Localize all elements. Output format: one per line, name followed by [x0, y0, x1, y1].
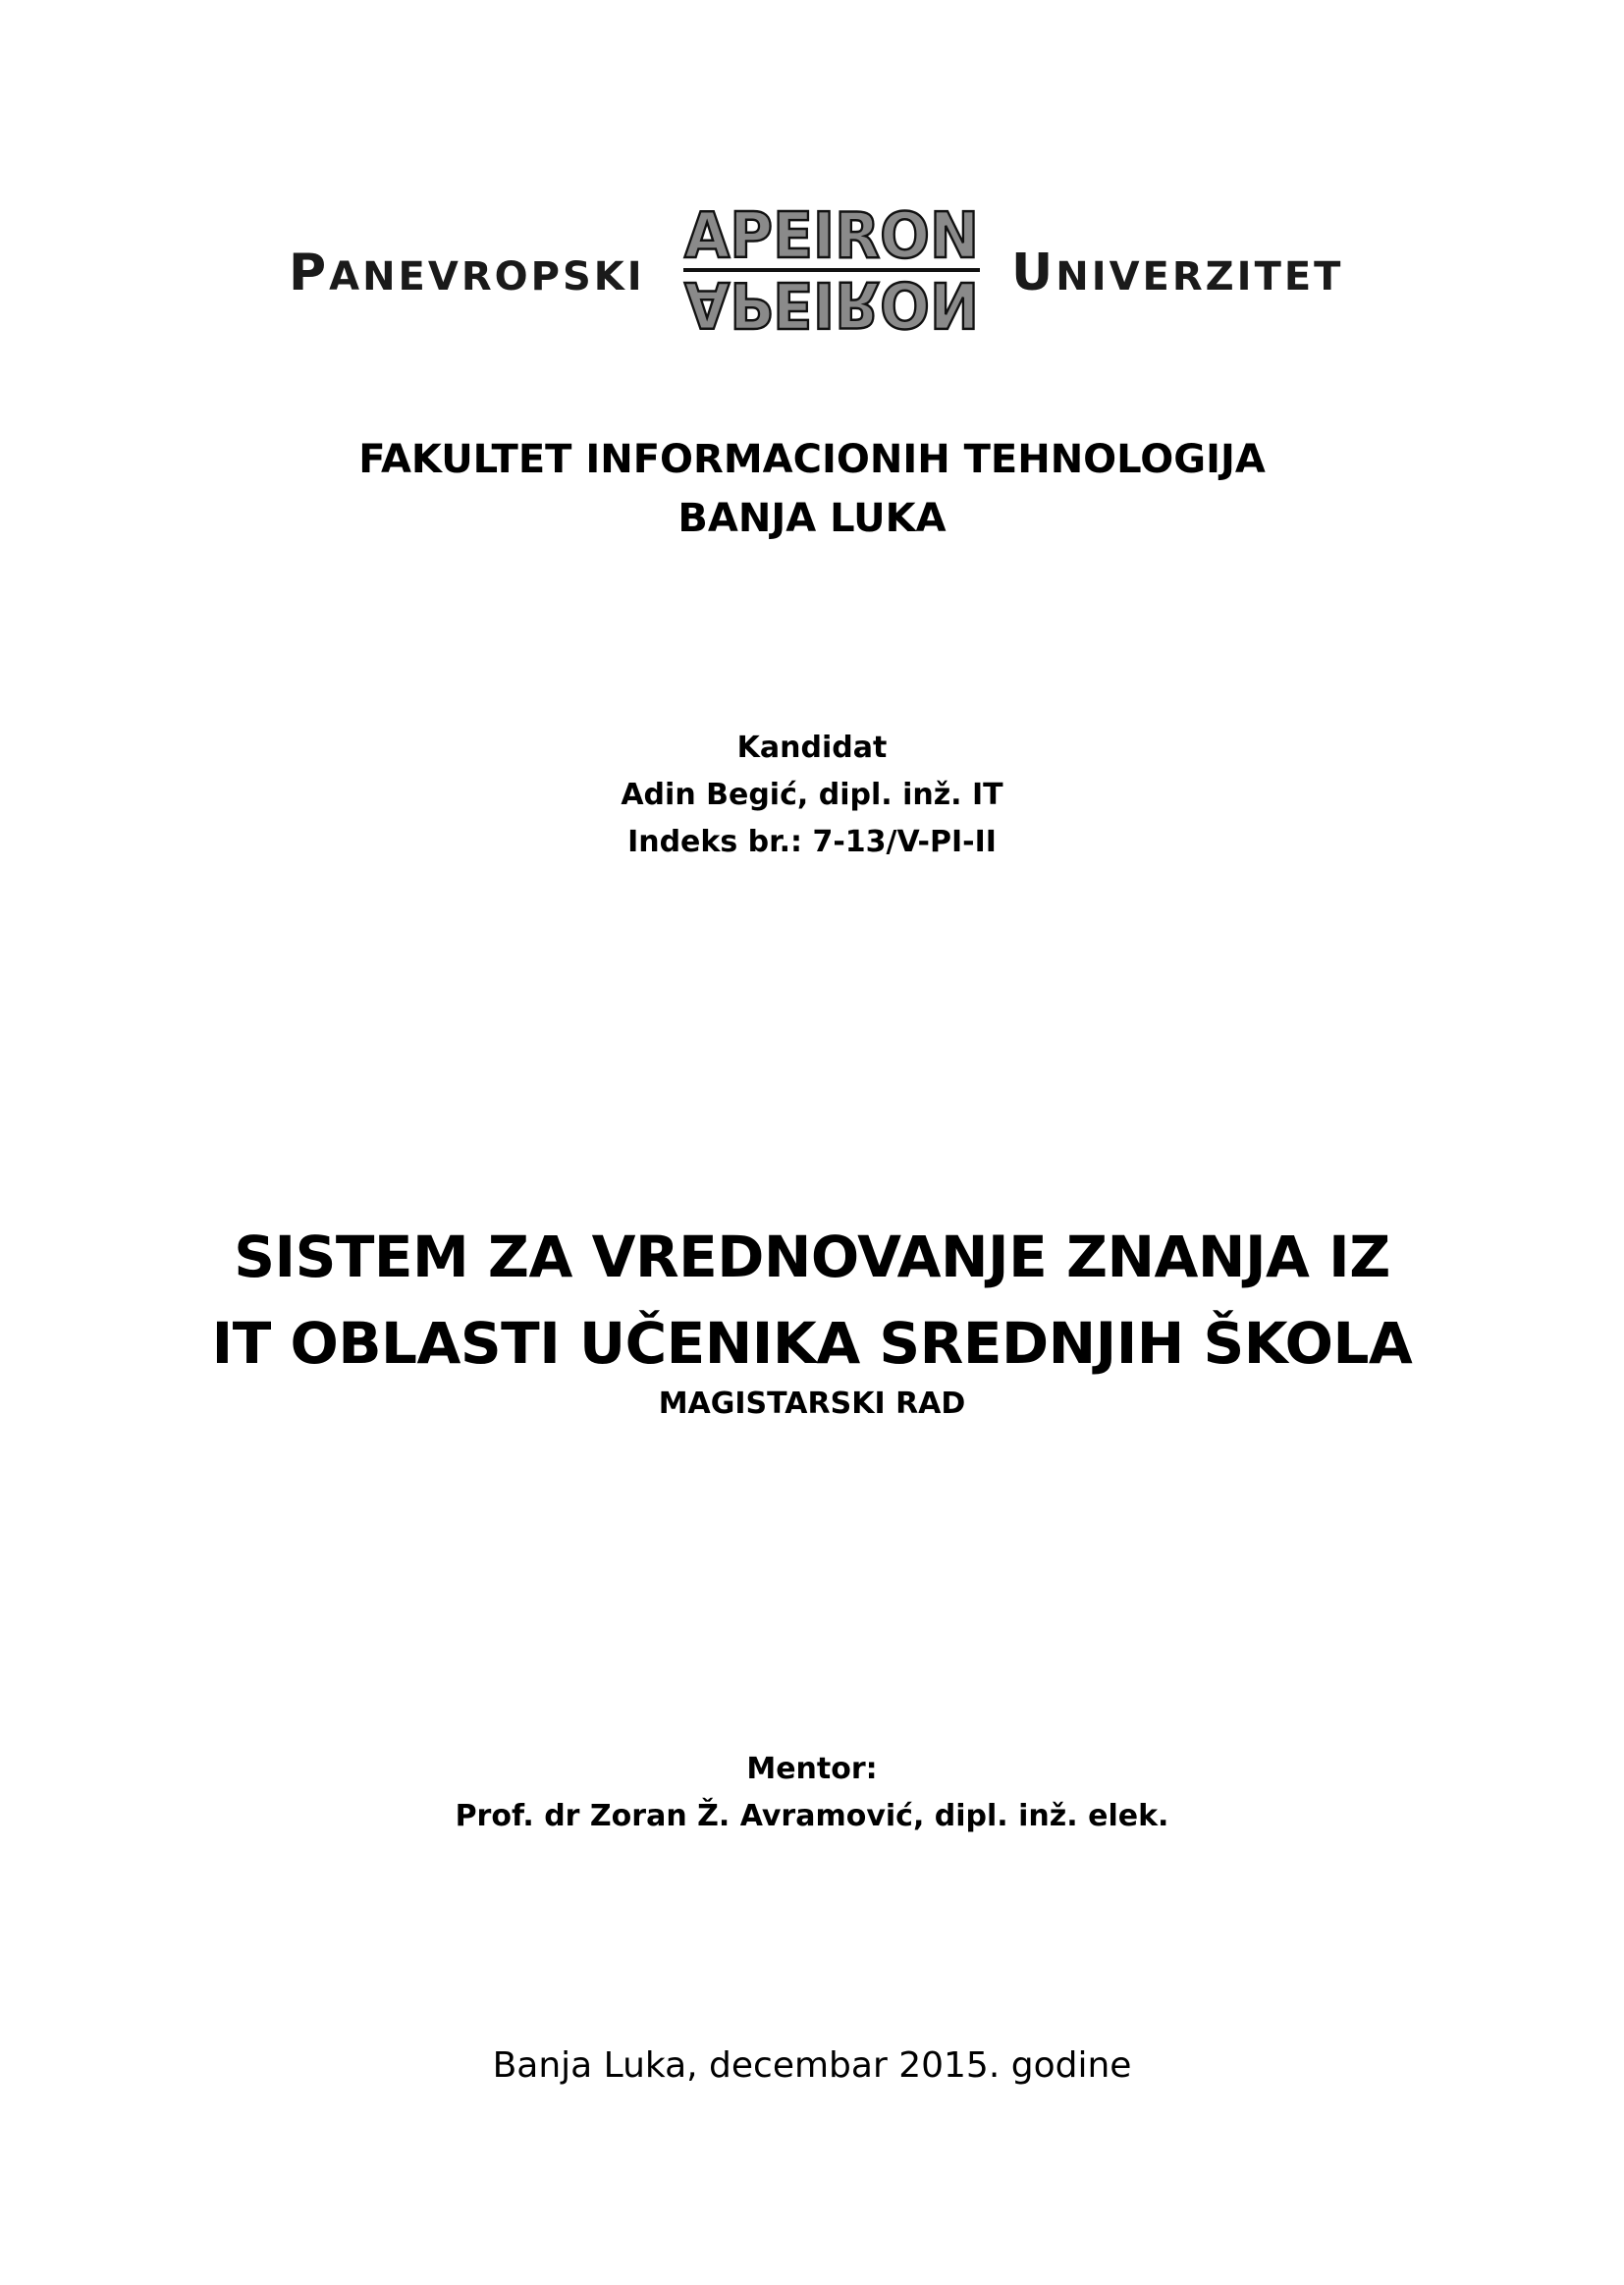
mentor-name: Prof. dr Zoran Ž. Avramović, dipl. inž. elek.	[455, 1799, 1169, 1833]
mentor-block	[0, 1746, 1624, 1840]
candidate-block	[0, 725, 1624, 866]
place-date: Banja Luka, decembar 2015. godine	[492, 2045, 1132, 2086]
faculty-name: FAKULTET INFORMACIONIH TEHNOLOGIJA	[358, 437, 1266, 482]
faculty-city: BANJA LUKA	[677, 496, 947, 541]
thesis-title	[0, 1214, 1624, 1387]
university-right-rest: NIVERZITET	[1056, 254, 1344, 299]
thesis-type: MAGISTARSKI RAD	[658, 1387, 966, 1421]
candidate-index: Indeks br.: 7-13/V-PI-II	[627, 825, 997, 859]
university-left-initial: P	[289, 244, 330, 302]
svg-text:APEIRON: APEIRON	[684, 267, 979, 340]
thesis-title-line-2: IT OBLASTI UČENIKA SREDNJIH ŠKOLA	[211, 1310, 1413, 1377]
faculty-block	[0, 430, 1624, 548]
university-left-rest: ANEVROPSKI	[329, 254, 645, 299]
mentor-label: Mentor:	[746, 1752, 878, 1786]
university-name-right	[1011, 244, 1343, 302]
university-right-initial: U	[1011, 244, 1056, 302]
candidate-label: Kandidat	[736, 731, 888, 765]
svg-text:APEIRON: APEIRON	[684, 200, 979, 273]
thesis-title-line-1: SISTEM ZA VREDNOVANJE ZNANJA IZ	[234, 1224, 1390, 1290]
candidate-name: Adin Begić, dipl. inž. IT	[621, 778, 1003, 812]
apeiron-logo-icon	[676, 189, 988, 352]
university-name-left	[289, 244, 645, 302]
